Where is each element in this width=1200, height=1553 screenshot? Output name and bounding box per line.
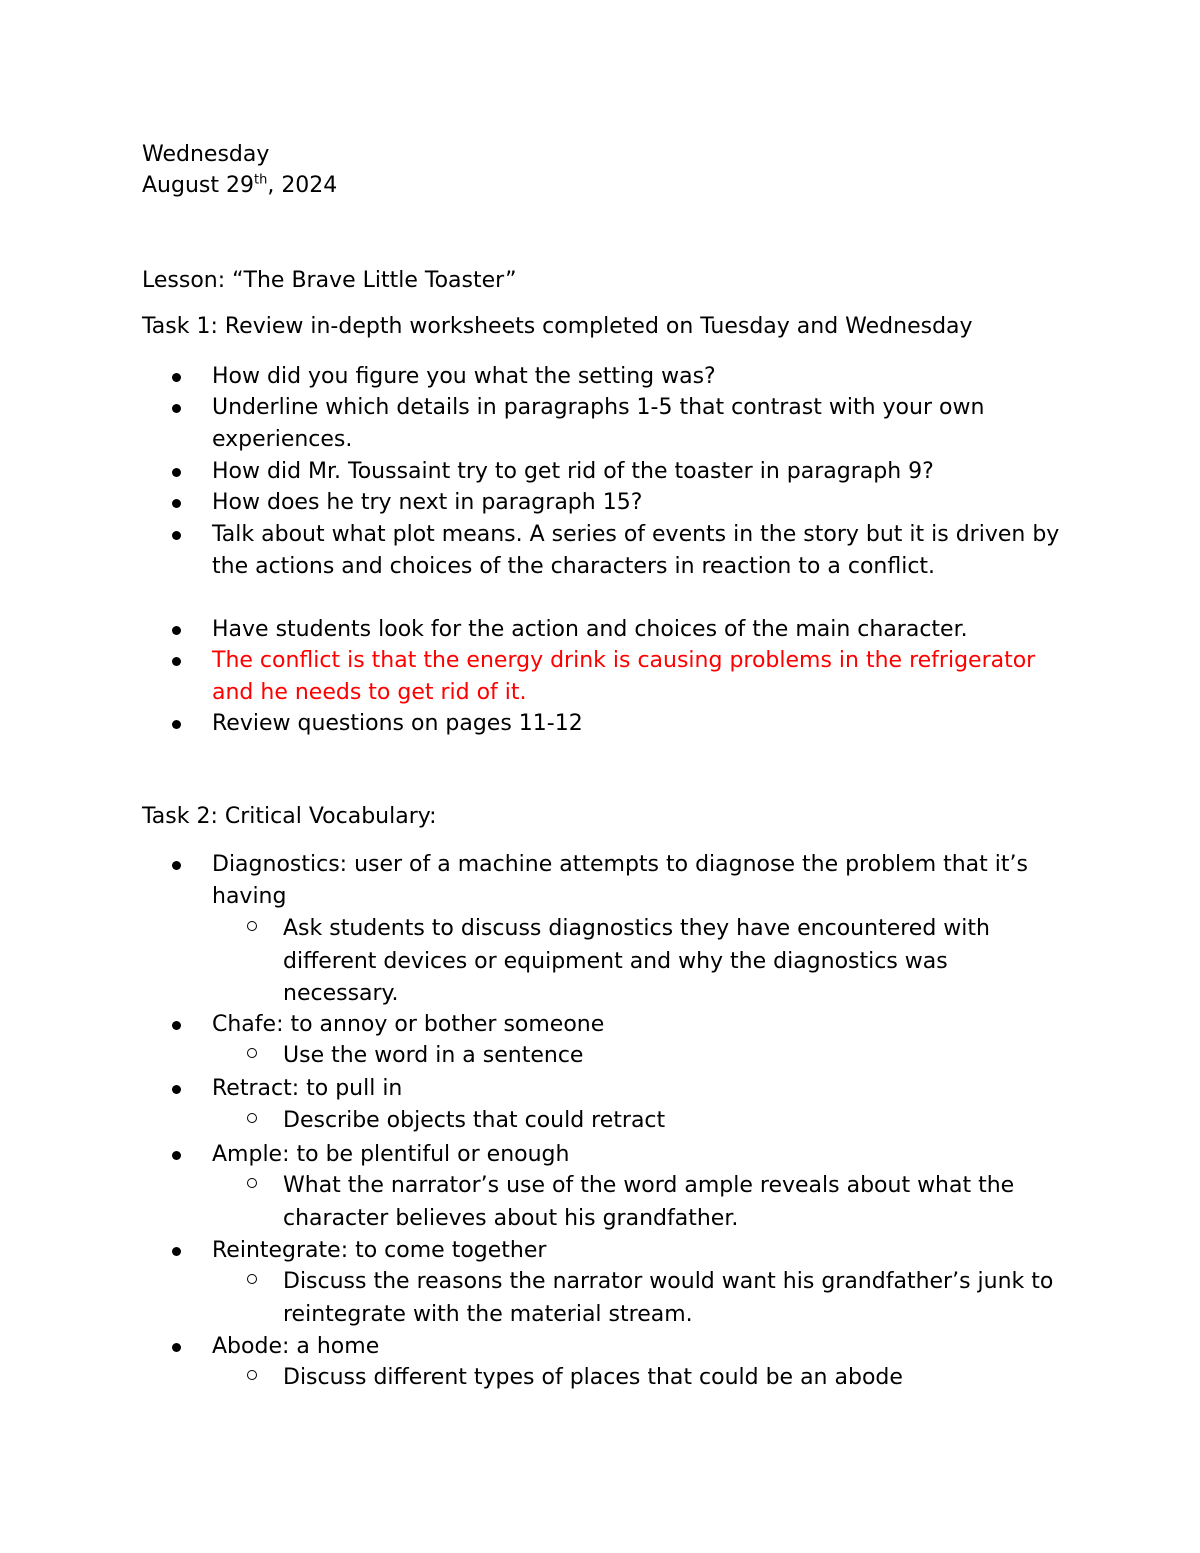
vocab-term: Ample: to be plentiful or enough (212, 1142, 570, 1167)
bullet-icon (172, 657, 181, 666)
vocab-term: Abode: a home (212, 1334, 380, 1359)
date-heading (142, 172, 337, 200)
task1-item-text: Underline which details in paragraphs 1-5 that contrast with your own experiences. (212, 395, 985, 452)
vocab-term: Retract: to pull in (212, 1076, 403, 1101)
bullet-icon (172, 499, 181, 508)
task1-item-text: How did Mr. Toussaint try to get rid of the toaster in paragraph 9? (212, 459, 934, 484)
bullet-icon (172, 1085, 181, 1094)
bullet-icon (172, 531, 181, 540)
date-rest: , 2024 (267, 173, 338, 198)
day-heading: Wednesday (142, 142, 270, 167)
lesson-title: Lesson: “The Brave Little Toaster” (142, 268, 517, 293)
bullet-icon (172, 720, 181, 729)
date-ordinal-suffix: th (253, 172, 268, 188)
bullet-icon (172, 1247, 181, 1256)
vocab-activity: Discuss different types of places that could be an abode (283, 1365, 903, 1390)
hollow-bullet-icon (247, 1274, 257, 1284)
task2-heading: Task 2: Critical Vocabulary: (142, 804, 437, 829)
vocab-activity: Ask students to discuss diagnostics they have encountered with different devices or equipment and why the diagnostics was necessary. (283, 916, 990, 1006)
task1-item-text: How did you figure you what the setting was? (212, 364, 716, 389)
task1-item-text: Have students look for the action and choices of the main character. (212, 617, 968, 642)
bullet-icon (172, 861, 181, 870)
vocab-term: Reintegrate: to come together (212, 1238, 547, 1263)
hollow-bullet-icon (247, 1113, 257, 1123)
hollow-bullet-icon (247, 1048, 257, 1058)
hollow-bullet-icon (247, 921, 257, 931)
hollow-bullet-icon (247, 1370, 257, 1380)
task1-item-text: Review questions on pages 11-12 (212, 711, 583, 736)
vocab-activity: Discuss the reasons the narrator would want his grandfather’s junk to reintegrate with the material stream. (283, 1269, 1054, 1327)
vocab-term: Diagnostics: user of a machine attempts to diagnose the problem that it’s having (212, 852, 1028, 909)
date-prefix: August 29 (142, 173, 254, 198)
hollow-bullet-icon (247, 1178, 257, 1188)
bullet-icon (172, 468, 181, 477)
task1-item-text: Talk about what plot means. A series of events in the story but it is driven by the actions and choices of the characters in reaction to a conflict. (212, 522, 1060, 579)
bullet-icon (172, 1021, 181, 1030)
task1-heading: Task 1: Review in-depth worksheets completed on Tuesday and Wednesday (142, 314, 973, 339)
vocab-activity: What the narrator’s use of the word ample reveals about what the character believes about his grandfather. (283, 1173, 1015, 1231)
bullet-icon (172, 1151, 181, 1160)
vocab-activity: Describe objects that could retract (283, 1108, 666, 1133)
bullet-icon (172, 1343, 181, 1352)
bullet-icon (172, 626, 181, 635)
bullet-icon (172, 404, 181, 413)
task1-item-text-red: The conflict is that the energy drink is causing problems in the refrigerator and he needs to get rid of it. (212, 648, 1036, 705)
bullet-icon (172, 373, 181, 382)
vocab-activity: Use the word in a sentence (283, 1043, 584, 1068)
task1-item-text: How does he try next in paragraph 15? (212, 490, 643, 515)
vocab-term: Chafe: to annoy or bother someone (212, 1012, 605, 1037)
